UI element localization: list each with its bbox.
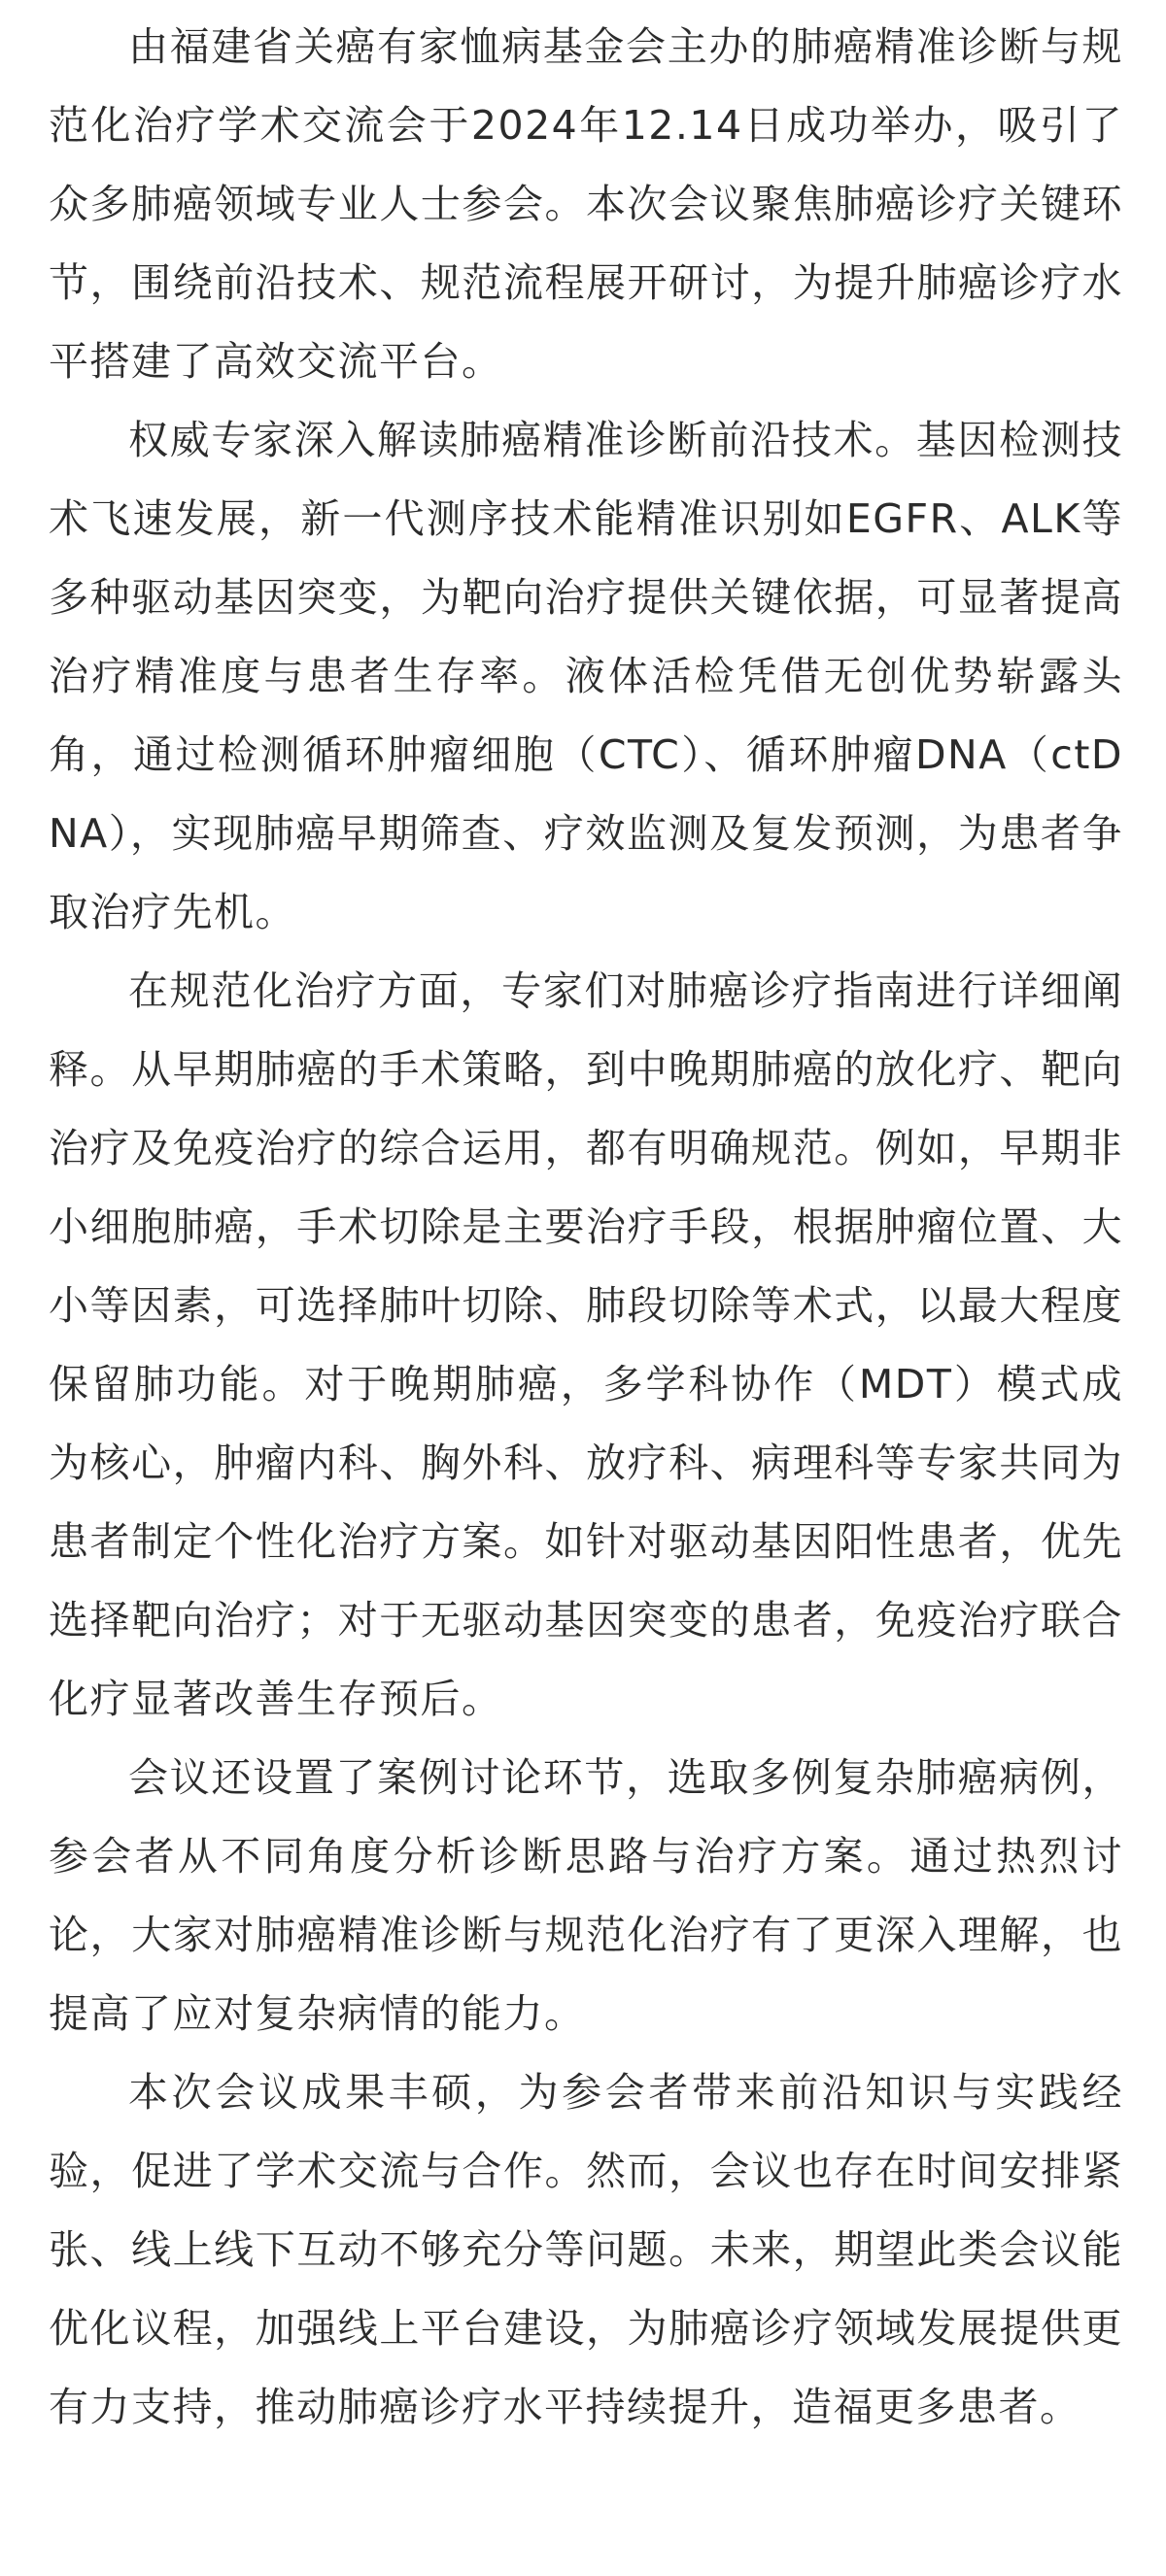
paragraph-diagnosis-tech: 权威专家深入解读肺癌精准诊断前沿技术。基因检测技术飞速发展，新一代测序技术能精准识别如EGFR、ALK等多种驱动基因突变，为靶向治疗提供关键依据，可显著提高治疗精准度与患者生存率。液体活检凭借无创优势崭露头角，通过检测循环肿瘤细胞（CTC）、循环肿瘤DNA（ctDNA），实现肺癌早期筛查、疗效监测及复发预测，为患者争取治疗先机。 <box>49 417 1123 935</box>
article-body <box>49 0 1123 2447</box>
paragraph-case-discussion: 会议还设置了案例讨论环节，选取多例复杂肺癌病例，参会者从不同角度分析诊断思路与治疗方案。通过热烈讨论，大家对肺癌精准诊断与规范化治疗有了更深入理解，也提高了应对复杂病情的能力。 <box>49 1754 1123 2037</box>
paragraph-standard-treatment: 在规范化治疗方面，专家们对肺癌诊疗指南进行详细阐释。从早期肺癌的手术策略，到中晚期肺癌的放化疗、靶向治疗及免疫治疗的综合运用，都有明确规范。例如，早期非小细胞肺癌，手术切除是主要治疗手段，根据肿瘤位置、大小等因素，可选择肺叶切除、肺段切除等术式，以最大程度保留肺功能。对于晚期肺癌，多学科协作（MDT）模式成为核心，肿瘤内科、胸外科、放疗科、病理科等专家共同为患者制定个性化治疗方案。如针对驱动基因阳性患者，优先选择靶向治疗；对于无驱动基因突变的患者，免疫治疗联合化疗显著改善生存预后。 <box>49 967 1123 1722</box>
paragraph-intro: 由福建省关癌有家恤病基金会主办的肺癌精准诊断与规范化治疗学术交流会于2024年12.14日成功举办，吸引了众多肺癌领域专业人士参会。本次会议聚焦肺癌诊疗关键环节，围绕前沿技术、规范流程展开研讨，为提升肺癌诊疗水平搭建了高效交流平台。 <box>49 23 1123 385</box>
paragraph-conclusion: 本次会议成果丰硕，为参会者带来前沿知识与实践经验，促进了学术交流与合作。然而，会议也存在时间安排紧张、线上线下互动不够充分等问题。未来，期望此类会议能优化议程，加强线上平台建设，为肺癌诊疗领域发展提供更有力支持，推动肺癌诊疗水平持续提升，造福更多患者。 <box>49 2069 1123 2430</box>
